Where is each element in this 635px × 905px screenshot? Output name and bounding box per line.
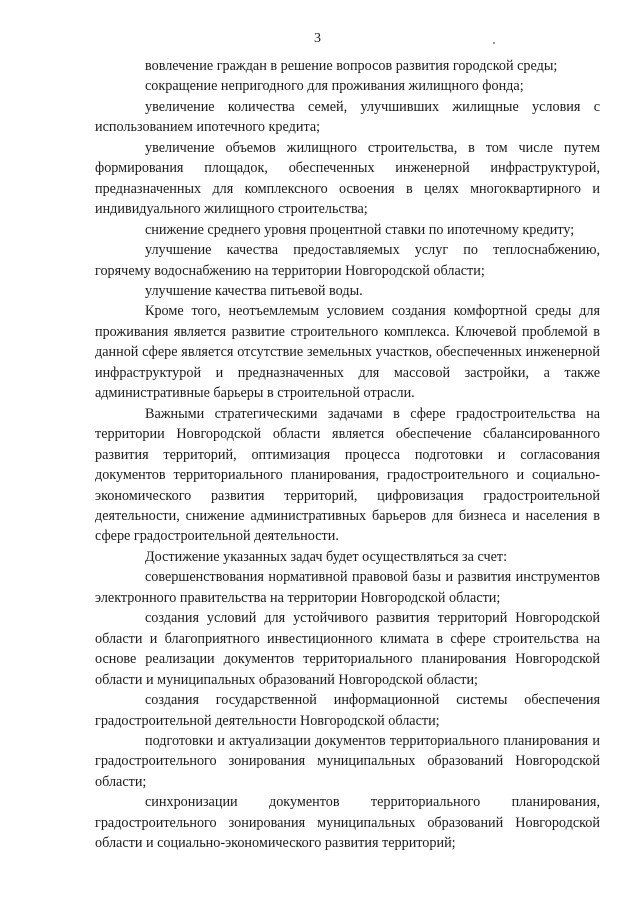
- paragraph-8: Кроме того, неотъемлемым условием создания комфортной среды для проживания является развитие строительного комплекса. Ключевой проблемой в данной сфере является отсутствие земельных участков, обеспеченных инженерной инфраструктурой и предназначенных для массовой застройки, а также административные барьеры в строительной отрасли.: [95, 303, 600, 402]
- page-number: 3: [314, 31, 321, 46]
- document-body: [95, 56, 600, 854]
- paragraph-6: улучшение качества предоставляемых услуг по теплоснабжению, горячему водоснабжению на территории Новгородской области;: [95, 242, 600, 279]
- scan-dot-mark: [493, 42, 495, 44]
- paragraph-2: сокращение непригодного для проживания жилищного фонда;: [145, 78, 524, 95]
- paragraph-14: подготовки и актуализации документов территориального планирования и градостроительного зонирования муниципальных образований Новгородской области;: [95, 732, 600, 790]
- paragraph-11: совершенствования нормативной правовой базы и развития инструментов электронного правительства на территории Новгородской области;: [95, 569, 600, 606]
- paragraph-15: синхронизации документов территориального планирования, градостроительного зонирования муниципальных образований Новгородской области и социально-экономического развития территорий;: [95, 794, 600, 852]
- paragraph-13: создания государственной информационной системы обеспечения градостроительной деятельности Новгородской области;: [95, 692, 600, 729]
- paragraph-3: увеличение количества семей, улучшивших жилищные условия с использованием ипотечного кредита;: [95, 98, 600, 136]
- paragraph-10: Достижение указанных задач будет осуществляться за счет:: [145, 548, 508, 565]
- paragraph-5: снижение среднего уровня процентной ставки по ипотечному кредиту;: [145, 221, 575, 238]
- paragraph-1: вовлечение граждан в решение вопросов развития городской среды;: [145, 58, 558, 74]
- paragraph-4: увеличение объемов жилищного строительства, в том числе путем формирования площадок, обеспеченных инженерной инфраструктурой, предназначенных для комплексного освоения в целях многоквартирного и индивидуального жилищного строительства;: [95, 139, 600, 218]
- paragraph-7: улучшение качества питьевой воды.: [145, 282, 363, 299]
- paragraph-9: Важными стратегическими задачами в сфере градостроительства на территории Новгородской области является обеспечение сбалансированного развития территорий, оптимизация процесса подготовки и согласования документов территориального планирования, градостроительного и социально-экономического развития территорий, цифровизация градостроительной деятельности, снижение административных барьеров для бизнеса и населения в сфере градостроительной деятельности.: [95, 405, 600, 545]
- paragraph-12: создания условий для устойчивого развития территорий Новгородской области и благоприятного инвестиционного климата в сфере строительства на основе реализации документов территориального планирования Новгородской области и муниципальных образований Новгородской области;: [95, 610, 600, 688]
